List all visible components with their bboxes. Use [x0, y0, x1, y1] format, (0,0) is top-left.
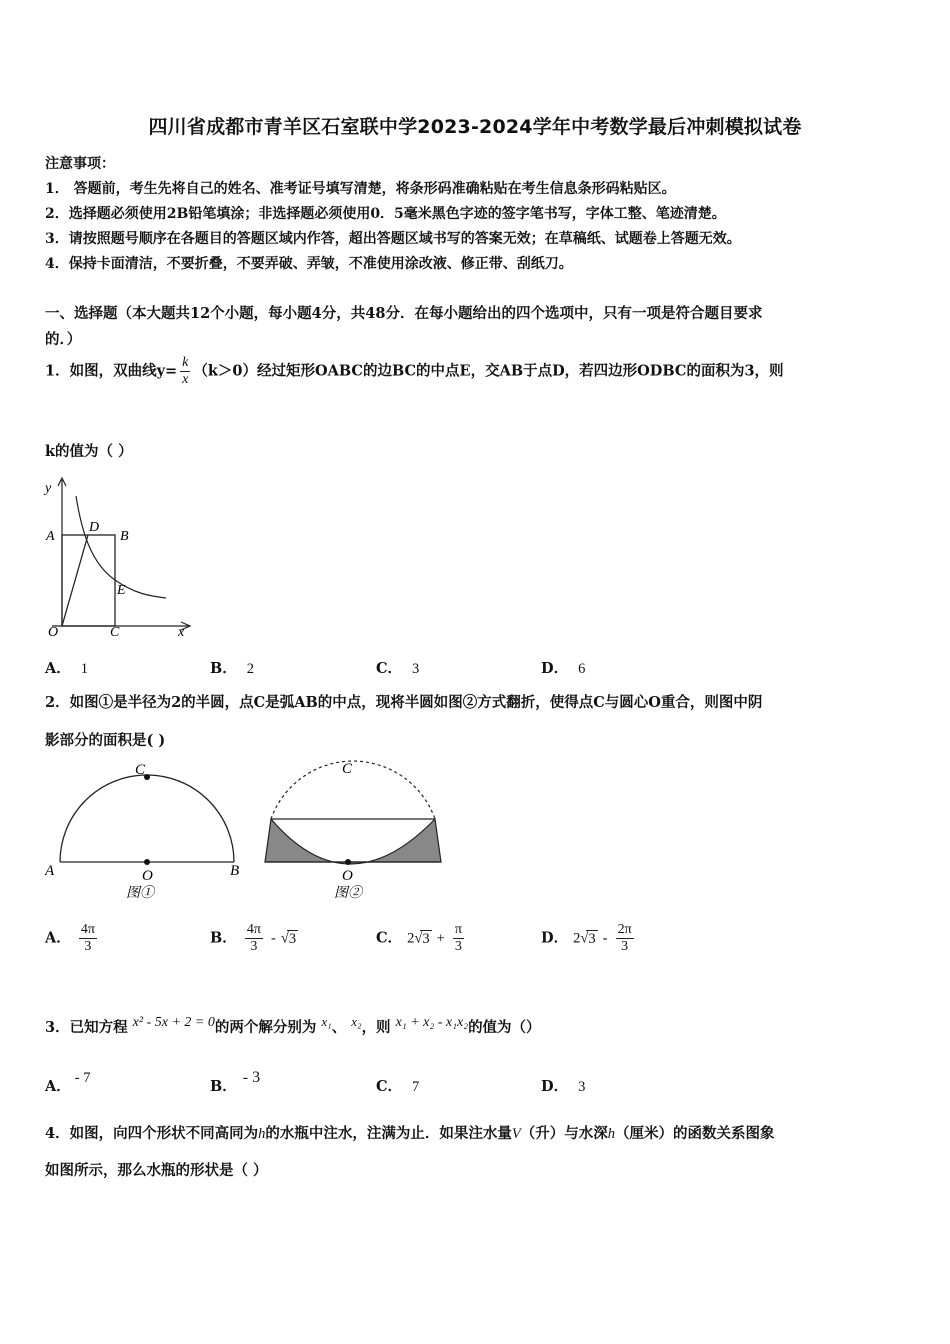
notice-item: 4．保持卡面清洁，不要折叠，不要弄破、弄皱，不准使用涂改液、修正带、刮纸刀。 — [45, 256, 573, 272]
segment-od — [62, 535, 88, 626]
label-o: O — [48, 625, 59, 640]
figure-1-caption: 图① — [126, 886, 154, 901]
q3-option-b: B．- 3 — [210, 1069, 261, 1095]
label-x: x — [178, 625, 185, 640]
label-a: A — [46, 529, 55, 544]
q2-option-a: A． $\frac{4\pi}{3}$ — [45, 922, 95, 954]
label-e: E — [117, 583, 126, 598]
point-o — [144, 859, 150, 865]
question-4-stem-cont: 如图所示，那么水瓶的形状是（ ） — [45, 1162, 268, 1179]
question-1-stem-cont: k的值为（ ） — [45, 443, 133, 460]
question-2-stem-cont: 影部分的面积是( ) — [45, 732, 166, 749]
question-3-stem: 3．已知方程 x² - 5x + 2 = 0的两个解分别为 x₁、 x₂，则 x₁ + x₂ - x₁x₂的值为（） — [45, 1014, 541, 1036]
point-o — [345, 859, 351, 865]
q2-option-d: D． 2√3 - $\frac{2\pi}{3}$ — [541, 922, 632, 954]
shaded-region — [265, 819, 441, 864]
notice-heading: 注意事项： — [45, 156, 115, 172]
label-c: C — [342, 761, 353, 777]
label-a: A — [45, 863, 55, 879]
figure-2-caption: 图② — [334, 886, 362, 901]
fraction-k-over-x: $\frac{k}{x}$ — [182, 355, 189, 387]
semicircle-arc — [60, 775, 234, 862]
question-2-stem: 2．如图①是半径为2的半圆，点C是弧AB的中点，现将半圆如图②方式翻折，使得点C与圆心O重合，则图中阴 — [45, 694, 763, 711]
label-d: D — [89, 520, 100, 535]
q3-option-c: C． 7 — [376, 1078, 420, 1095]
q1-option-a: A． 1 — [45, 660, 89, 677]
label-b: B — [230, 863, 240, 879]
page-title: 四川省成都市青羊区石室联中学2023-2024学年中考数学最后冲刺模拟试卷 — [148, 116, 802, 138]
q3-option-a: A． - 7 — [45, 1070, 91, 1095]
label-o: O — [342, 868, 353, 884]
q2-option-c: C． 2√3 + $\frac{\pi}{3}$ — [376, 922, 462, 954]
q2-figure-2 — [258, 758, 448, 906]
notice-item: 2．选择题必须使用2B铅笔填涂；非选择题必须使用0．5毫米黑色字迹的签字笔书写，字体工整、笔迹清楚。 — [45, 206, 726, 222]
notice-item: 1． 答题前，考生先将自己的姓名、准考证号填写清楚，将条形码准确粘贴在考生信息条形码粘贴区。 — [45, 181, 676, 197]
q1-option-c: C． 3 — [376, 660, 420, 677]
section-heading-cont: 的．） — [45, 331, 82, 348]
q1-option-b: B． 2 — [210, 660, 255, 677]
question-4-stem: 4．如图，向四个形状不同高同为h的水瓶中注水，注满为止．如果注水量V（升）与水深h（厘米）的函数关系图象 — [45, 1125, 775, 1142]
rectangle-oabc — [62, 535, 115, 626]
label-y: y — [45, 481, 52, 496]
label-b: B — [120, 529, 129, 544]
q2-option-b: B． $\frac{4\pi}{3}$ - √3 — [210, 922, 297, 954]
q1-option-d: D． 6 — [541, 660, 586, 677]
label-o: O — [142, 868, 153, 884]
q3-option-d: D． 3 — [541, 1078, 586, 1095]
label-c: C — [110, 625, 120, 640]
section-heading: 一、选择题（本大题共12个小题，每小题4分，共48分．在每小题给出的四个选项中，只有一项是符合题目要求 — [45, 305, 763, 322]
label-c: C — [135, 762, 146, 778]
folded-arc-dashed — [271, 761, 435, 819]
notice-item: 3．请按照题号顺序在各题目的答题区域内作答，超出答题区域书写的答案无效；在草稿纸、试题卷上答题无效。 — [45, 231, 741, 247]
q1-figure — [40, 474, 200, 644]
q2-figure-1 — [40, 758, 250, 906]
question-1-stem: 1．如图，双曲线y= $\frac{k}{x}$ （k＞0）经过矩形OABC的边BC的中点E，交AB于点D，若四边形ODBC的面积为3，则 — [45, 355, 784, 387]
